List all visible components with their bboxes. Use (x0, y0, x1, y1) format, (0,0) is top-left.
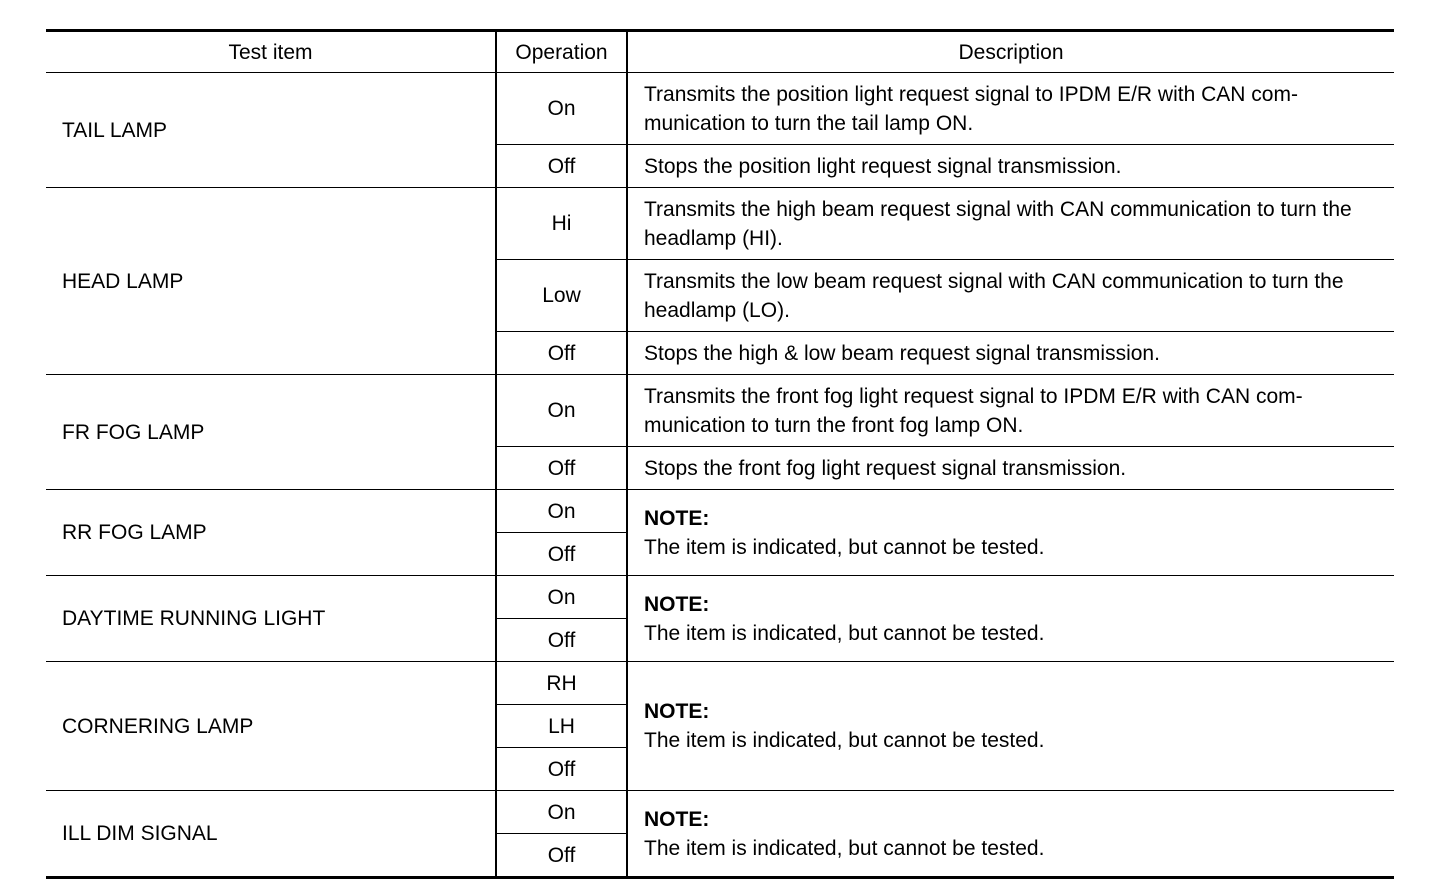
operation-cell: On (496, 791, 627, 834)
operation-cell: Off (496, 447, 627, 490)
note-text: The item is indicated, but cannot be tested. (644, 535, 1045, 559)
operation-cell: On (496, 73, 627, 145)
operation-cell: Off (496, 834, 627, 878)
description-cell: Stops the front fog light request signal transmission. (627, 447, 1394, 490)
operation-cell: LH (496, 705, 627, 748)
operation-cell: Off (496, 533, 627, 576)
header-row (46, 31, 1394, 73)
operation-cell: On (496, 375, 627, 447)
operation-cell: Low (496, 260, 627, 332)
test-item-daytime-running-light: DAYTIME RUNNING LIGHT (46, 576, 496, 662)
note-heading: NOTE: (644, 700, 710, 723)
operation-cell: Off (496, 619, 627, 662)
note-cell (627, 662, 1394, 791)
operation-cell: Off (496, 145, 627, 188)
table-row (46, 791, 1394, 834)
operation-cell: Off (496, 332, 627, 375)
header-operation: Operation (496, 31, 627, 73)
note-heading: NOTE: (644, 807, 710, 831)
test-item-fr-fog-lamp: FR FOG LAMP (46, 375, 496, 490)
note-text: The item is indicated, but cannot be tested. (644, 729, 1045, 752)
test-item-rr-fog-lamp: RR FOG LAMP (46, 490, 496, 576)
operation-cell: On (496, 576, 627, 619)
note-heading: NOTE: (644, 592, 710, 616)
operation-cell: On (496, 490, 627, 533)
note-heading: NOTE: (644, 506, 710, 530)
description-cell: Transmits the position light request signal to IPDM E/R with CAN com-munication to turn the tail lamp ON. (627, 73, 1394, 145)
table-row (46, 375, 1394, 447)
table-row (46, 73, 1394, 145)
test-item-head-lamp: HEAD LAMP (46, 188, 496, 375)
description-cell: Stops the high & low beam request signal transmission. (627, 332, 1394, 375)
header-description: Description (627, 31, 1394, 73)
operation-cell: RH (496, 662, 627, 705)
test-item-cornering-lamp: CORNERING LAMP (46, 662, 496, 791)
table-row (46, 662, 1394, 705)
test-item-tail-lamp: TAIL LAMP (46, 73, 496, 188)
test-item-ill-dim-signal: ILL DIM SIGNAL (46, 791, 496, 878)
operation-cell: Off (496, 748, 627, 791)
table-row (46, 188, 1394, 260)
note-text: The item is indicated, but cannot be tested. (644, 621, 1045, 645)
note-cell (627, 576, 1394, 662)
description-cell: Transmits the low beam request signal with CAN communication to turn the headlamp (LO). (627, 260, 1394, 332)
description-cell: Stops the position light request signal transmission. (627, 145, 1394, 188)
table-row (46, 490, 1394, 533)
test-item-table (46, 29, 1394, 879)
note-cell (627, 490, 1394, 576)
operation-cell: Hi (496, 188, 627, 260)
description-cell: Transmits the front fog light request signal to IPDM E/R with CAN com-munication to turn the front fog lamp ON. (627, 375, 1394, 447)
header-test-item: Test item (46, 31, 496, 73)
note-text: The item is indicated, but cannot be tested. (644, 836, 1045, 860)
description-cell: Transmits the high beam request signal with CAN communication to turn the headlamp (HI). (627, 188, 1394, 260)
table-row (46, 576, 1394, 619)
note-cell (627, 791, 1394, 878)
